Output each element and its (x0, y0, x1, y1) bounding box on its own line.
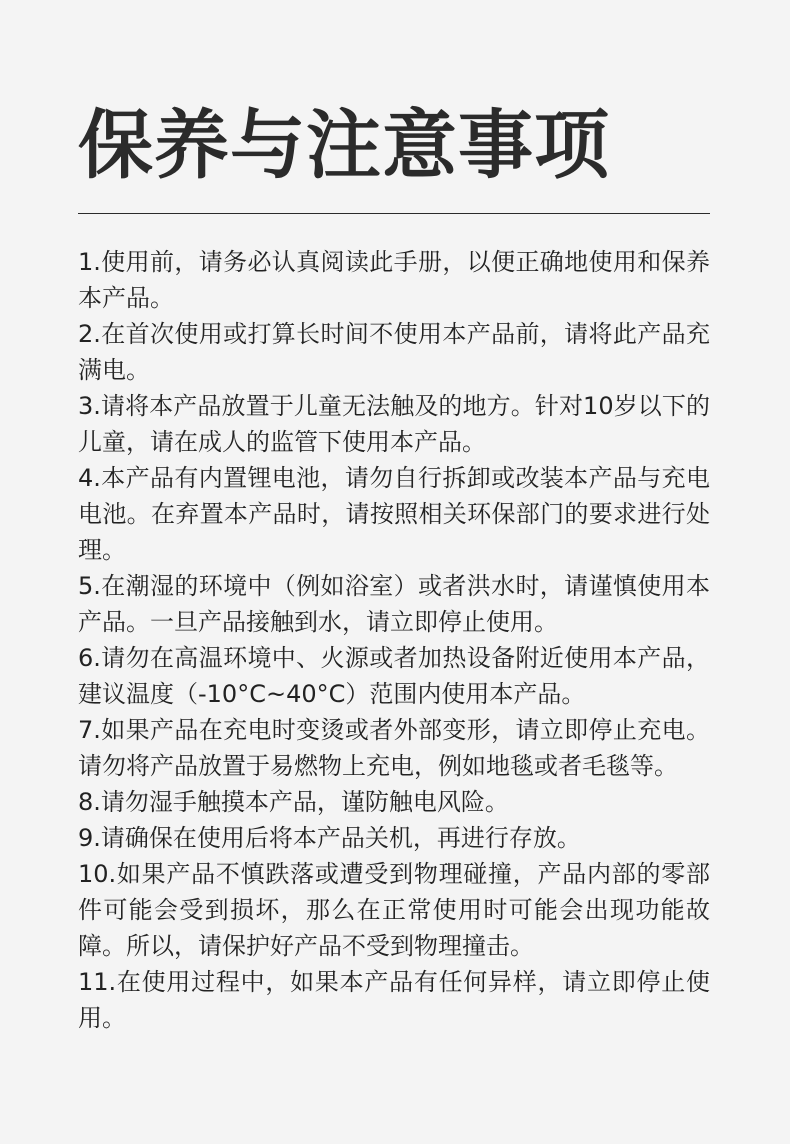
precaution-item-10: 10.如果产品不慎跌落或遭受到物理碰撞，产品内部的零部件可能会受到损坏，那么在正常使用时可能会出现功能故障。所以，请保护好产品不受到物理撞击。 (78, 860, 710, 960)
precaution-item-7: 7.如果产品在充电时变烫或者外部变形，请立即停止充电。请勿将产品放置于易燃物上充电，例如地毯或者毛毯等。 (78, 716, 710, 780)
precaution-item-11: 11.在使用过程中，如果本产品有任何异样，请立即停止使用。 (78, 968, 710, 1032)
page-title: 保养与注意事项 (78, 101, 611, 189)
precaution-item-1: 1.使用前，请务必认真阅读此手册，以便正确地使用和保养本产品。 (78, 248, 710, 312)
precaution-item-4: 4.本产品有内置锂电池，请勿自行拆卸或改装本产品与充电电池。在弃置本产品时，请按照相关环保部门的要求进行处理。 (78, 464, 710, 564)
precaution-item-8: 8.请勿湿手触摸本产品，谨防触电风险。 (78, 788, 509, 816)
precaution-item-3: 3.请将本产品放置于儿童无法触及的地方。针对10岁以下的儿童，请在成人的监管下使用本产品。 (78, 392, 710, 456)
title-divider (78, 213, 710, 214)
precautions-list (78, 244, 710, 1036)
precaution-item-9: 9.请确保在使用后将本产品关机，再进行存放。 (78, 824, 581, 852)
precaution-item-2: 2.在首次使用或打算长时间不使用本产品前，请将此产品充满电。 (78, 320, 710, 384)
precaution-item-5: 5.在潮湿的环境中（例如浴室）或者洪水时，请谨慎使用本产品。一旦产品接触到水，请立即停止使用。 (78, 572, 710, 636)
precaution-item-6: 6.请勿在高温环境中、火源或者加热设备附近使用本产品，建议温度（-10°C~40°C）范围内使用本产品。 (78, 644, 710, 708)
